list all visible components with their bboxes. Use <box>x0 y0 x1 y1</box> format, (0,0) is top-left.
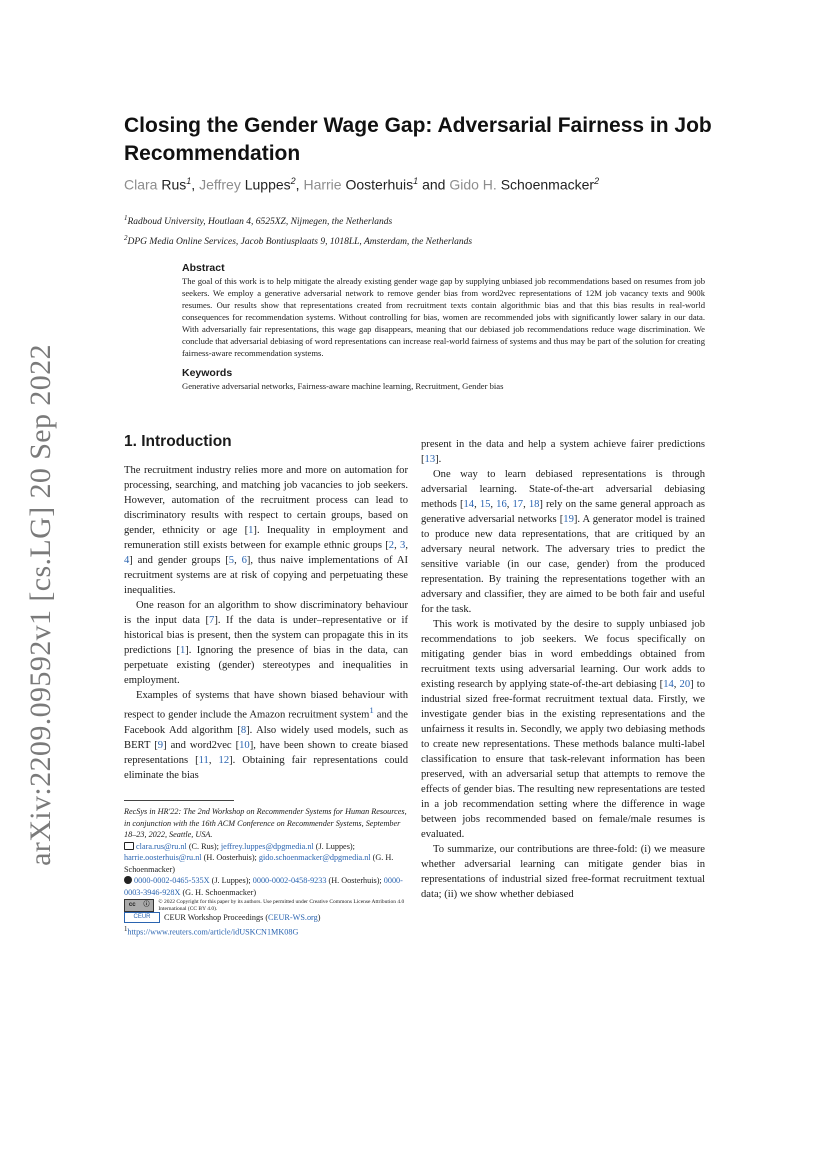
citation-link[interactable]: 5 <box>228 555 235 566</box>
body-text: , <box>506 499 513 510</box>
body-text: One reason for an algorithm to show discriminatory behaviour is the input data [ <box>124 600 408 626</box>
keywords-text: Generative adversarial networks, Fairness-aware machine learning, Recruitment, Gender bias <box>182 381 504 391</box>
body-text: and the Facebook Add algorithm [ <box>124 709 408 736</box>
email-owner: (G. H. Schoenmacker) <box>124 853 394 874</box>
citation-link[interactable]: 20 <box>679 679 691 690</box>
body-text: ], thus naive implementations of AI recruitment systems are at risk of copying and perpetuating these inequalities. <box>124 555 408 596</box>
orcid-icon <box>124 876 132 884</box>
body-text: ]. Obtaining fair representations could eliminate the bias <box>124 754 408 781</box>
citation-link[interactable]: 12 <box>218 754 230 766</box>
proceedings-row: CEUR CEUR Workshop Proceedings (CEUR-WS.org) <box>124 912 414 924</box>
body-text: ]. Inequality in employment and remuneration still exists between for example ethnic groups [ <box>124 525 408 551</box>
author-given-name: Jeffrey <box>199 176 241 193</box>
body-text: Examples of systems that have shown biased behaviour with respect to gender include the Amazon recruitment system <box>124 690 408 721</box>
body-paragraph <box>124 598 408 688</box>
citation-link[interactable]: 6 <box>241 555 247 566</box>
body-text: ], have been shown to create biased representations [ <box>124 739 408 766</box>
author-family-name: Schoenmacker <box>500 176 595 193</box>
email-icon <box>124 842 134 850</box>
body-text: , <box>490 499 497 510</box>
right-column <box>421 437 705 902</box>
section-heading <box>124 433 408 451</box>
citation-link[interactable]: 1 <box>248 525 254 536</box>
citation-link[interactable]: 13 <box>424 454 436 465</box>
orcid-owner: (G. H. Schoenmacker) <box>180 887 257 897</box>
email-link[interactable]: jeffrey.luppes@dpgmedia.nl <box>220 841 314 851</box>
author-list: Clara Rus$^1$, Jeffrey Luppes$^2$, Harrie Oosterhuis$^1$ and Gido H. Schoenmacker$^2$ <box>124 176 600 193</box>
license-text: © 2022 Copyright for this paper by its authors. Use permitted under Creative Commons License Attribution 4.0 International (CC BY 4.0). <box>158 899 405 912</box>
citation-link[interactable]: 3 <box>400 540 406 551</box>
citation-link[interactable]: 1 <box>179 645 186 656</box>
email-link[interactable]: gido.schoenmacker@dpgmedia.nl <box>258 853 371 862</box>
body-text: ] and word2vec [ <box>163 739 240 751</box>
body-text: ]. Ignoring the presence of bias in the data, can perpetuate existing (gender) stereotypes and inequalities in employment. <box>124 645 408 686</box>
author-given-name: Gido H. <box>449 176 497 193</box>
section-number: 1. <box>124 433 137 450</box>
email-owner: (H. Oosterhuis); <box>201 853 259 862</box>
body-text: To summarize, our contributions are three-fold: (i) we measure whether adversarial learning can mitigate gender bias in representations of industrial sized free-format recruitment textual data; (ii) we show whether debiased <box>421 844 705 900</box>
author-family-name: Luppes <box>244 176 291 193</box>
body-text: ] and gender groups [ <box>129 555 229 566</box>
license-row <box>124 899 414 912</box>
citation-link[interactable]: 9 <box>157 739 164 751</box>
body-text: ] rely on the same general approach as generative adversarial networks [ <box>421 499 706 525</box>
citation-link[interactable]: 7 <box>209 615 215 626</box>
orcid-line <box>124 875 414 898</box>
affiliations <box>124 210 724 250</box>
author-given-name: Clara <box>124 176 158 193</box>
footnote-divider <box>124 800 234 801</box>
body-text: , <box>394 540 401 551</box>
orcid-owner: (J. Luppes); <box>209 876 253 885</box>
body-paragraph <box>421 842 705 902</box>
arxiv-stamp <box>18 344 64 866</box>
abstract-block <box>182 262 705 392</box>
citation-link[interactable]: 8 <box>240 724 247 736</box>
citation-link[interactable]: 2 <box>388 540 395 551</box>
url-footnote-marker: 1 <box>124 925 128 933</box>
proceedings-link[interactable]: CEUR-WS.org <box>268 913 318 922</box>
orcid-link[interactable]: 0000-0003-3946-928X <box>124 876 403 897</box>
cc-by-icon: cc ⓘ <box>124 899 154 912</box>
body-paragraph <box>124 463 408 598</box>
body-text: present in the data and help a system achieve fairer predictions [ <box>421 439 705 465</box>
body-text: , <box>405 540 408 551</box>
body-text: ] to industrial sized free-format recruitment textual data. Firstly, we investigate gender bias in the existing representations and the unfairness it results in. Secondly, we apply two debiasing methods to create new representations. These methods balance multi-label classification to ensure that task-relevant information has been preserved, with an adversarial setup that attempts to remove the effects of gender bias. The resulting new representations are tested in a job recommendation setting where the difference in wage between jobs recommended based on female/male resumes is evaluated. <box>421 679 706 840</box>
paper-title: Closing the Gender Wage Gap: Adversarial Fairness in Job Recommendation <box>124 114 712 165</box>
citation-link[interactable]: 4 <box>124 555 130 566</box>
body-text: The recruitment industry relies more and more on automation for processing, searching, and matching job vacancies to job seekers. However, automation of the recruitment process can lead to discriminatory results with respect to certain groups, based on gender, ethnicity or age [ <box>124 465 408 536</box>
abstract-text: The goal of this work is to help mitigate the already existing gender wage gap by supplying unbiased job recommendations based on resumes from job seekers. We employ a generative adversarial network to remove gender bias from word2vec representations of 12M job vacancy texts and 900k resumes. Our results show that representations created from recruitment texts contain algorithmic bias and that this bias results in real-world consequences for recommendation systems. Without controlling for bias, women are recommended jobs with significantly lower salary in our data. With adversarially fair representations, this wage gap disappears, meaning that our debiased job recommendations reduce wage discrimination. We conclude that adversarial debiasing of word representations can increase real-world fairness of systems and thus may be part of the solution for creating fairness-aware recommendation systems. <box>182 276 705 358</box>
left-column <box>124 433 408 783</box>
orcid-link[interactable]: 0000-0002-0458-9233 <box>252 876 327 885</box>
abstract-heading: Abstract <box>182 262 225 274</box>
citation-link[interactable]: 15 <box>479 499 491 510</box>
citation-link[interactable]: 14 <box>463 499 475 510</box>
workshop-note: RecSys in HR'22: The 2nd Workshop on Recommender Systems for Human Resources, in conjunction with the 16th ACM Conference on Recommender Systems, September 18–23, 2022, Seattle, USA. <box>124 807 407 839</box>
body-text: ]. <box>435 454 442 465</box>
affiliation-line <box>124 210 724 230</box>
body-text: , <box>234 555 242 566</box>
citation-link[interactable]: 18 <box>528 499 540 510</box>
body-text: One way to learn debiased representations is through adversarial learning. State-of-the-art adversarial debiasing methods [ <box>421 469 705 510</box>
body-paragraph <box>421 437 705 467</box>
citation-link[interactable]: 16 <box>496 499 507 510</box>
author-given-name: Harrie <box>303 176 342 193</box>
affiliation-line <box>124 230 724 250</box>
author-affil-marker: 1 <box>186 176 192 186</box>
ceur-logo-icon: CEUR <box>124 912 160 923</box>
citation-link[interactable]: 14 <box>663 679 674 690</box>
email-link[interactable]: harrie.oosterhuis@ru.nl <box>124 853 202 862</box>
body-text: , <box>208 754 219 766</box>
body-text: ]. A generator model is trained to produce new data representations, that are critiqued by an adversary neural network. The adversary tries to predict the sensitive variable (in our case, gender) from the produced representation. By training the representations together with an adversary and classifier, they are aimed to be both fair and useful for the task. <box>421 514 705 615</box>
body-paragraph <box>421 617 705 842</box>
body-text: , <box>673 679 680 690</box>
email-line <box>124 841 414 876</box>
affiliation-marker: 1 <box>124 214 128 222</box>
citation-link[interactable]: 11 <box>198 754 209 766</box>
citation-link[interactable]: 19 <box>563 514 574 525</box>
body-text: , <box>523 499 529 510</box>
body-paragraph <box>421 467 705 617</box>
citation-link[interactable]: 17 <box>512 499 524 510</box>
orcid-owner: (H. Oosterhuis); <box>326 876 384 885</box>
affiliation-marker: 2 <box>124 234 128 243</box>
email-link[interactable]: clara.rus@ru.nl <box>136 841 187 851</box>
proceedings-name: CEUR Workshop Proceedings <box>164 913 264 922</box>
author-family-name: Oosterhuis <box>345 176 414 193</box>
body-text: , <box>474 499 480 510</box>
author-affil-marker: 1 <box>413 176 419 186</box>
orcid-link[interactable]: 0000-0002-0465-535X <box>134 876 210 885</box>
keywords-heading: Keywords <box>182 367 233 379</box>
email-owner: (J. Luppes); <box>313 841 355 851</box>
author-family-name: Rus <box>161 176 187 193</box>
body-paragraph <box>124 688 408 783</box>
url-footnote-link[interactable]: https://www.reuters.com/article/idUSKCN1MK08G <box>127 927 299 937</box>
affiliation-text: Radboud University, Houtlaan 4, 6525XZ, Nijmegen, the Netherlands <box>127 217 393 228</box>
author-affil-marker: 2 <box>594 176 600 186</box>
body-text: This work is motivated by the desire to supply unbiased job recommendations to job seekers. We focus specifically on mitigating gender bias in word embeddings obtained from recruitment texts using adversarial learning. Our work adds to existing research by applying state-of-the-art debiasing [ <box>421 619 705 690</box>
email-owner: (C. Rus); <box>186 841 221 851</box>
citation-link[interactable]: 10 <box>239 739 250 751</box>
footnotes <box>124 806 414 938</box>
footnote-marker[interactable]: 1 <box>369 705 374 715</box>
affiliation-text: DPG Media Online Services, Jacob Bontiusplaats 9, 1018LL, Amsterdam, the Netherlands <box>127 237 473 248</box>
body-text: ]. If the data is under–representative or if historical bias is present, then the system can propagate this in its predictions [ <box>124 615 408 656</box>
url-footnote <box>124 924 414 938</box>
section-title: Introduction <box>141 433 232 450</box>
arxiv-stamp-text: arXiv:2209.09592v1 [cs.LG] 20 Sep 2022 <box>24 344 57 866</box>
body-text: ]. Also widely used models, such as BERT [ <box>124 724 408 751</box>
author-affil-marker: 2 <box>290 176 296 186</box>
